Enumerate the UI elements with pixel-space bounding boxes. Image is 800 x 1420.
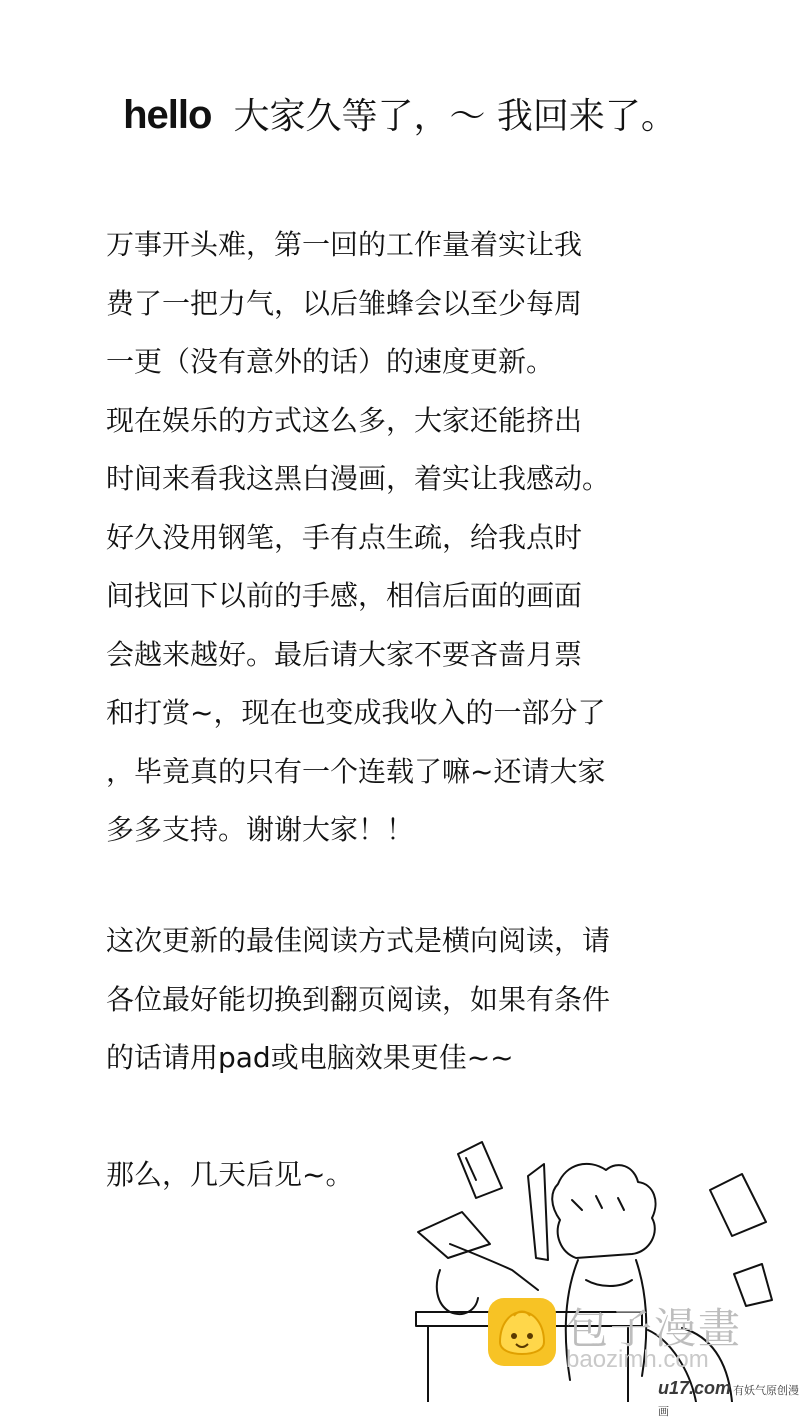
text-line: 各位最好能切换到翻页阅读，如果有条件: [106, 982, 611, 1016]
page-title: [0, 88, 800, 139]
text-line: 好久没用钢笔，手有点生疏，给我点时: [106, 520, 583, 554]
title-text: 大家久等了，～ 我回来了。: [233, 96, 677, 137]
watermark-name: 包子漫畫: [566, 1304, 743, 1353]
baozi-logo: [486, 1296, 558, 1368]
u17-logo-text: u17: [658, 1378, 690, 1398]
paragraph-reading-tip: [106, 912, 726, 1088]
text-line: 多多支持。谢谢大家！！: [106, 813, 415, 846]
text-line: 一更（没有意外的话）的速度更新。: [106, 345, 555, 378]
text-line: 现在娱乐的方式这么多，大家还能挤出: [106, 403, 583, 437]
u17-watermark: [658, 1378, 800, 1420]
text-line: 会越来越好。最后请大家不要吝啬月票: [106, 637, 583, 671]
watermark-url: baozimh.com: [566, 1346, 709, 1373]
text-line: 和打赏~，现在也变成我收入的一部分了: [106, 696, 606, 729]
u17-com: .com: [689, 1378, 732, 1398]
text-line: 的话请用pad或电脑效果更佳~~: [106, 1041, 514, 1074]
text-line: 万事开头难，第一回的工作量着实让我: [106, 228, 583, 261]
paragraph-intro: [106, 216, 726, 860]
title-hello: hello: [123, 93, 212, 137]
u17-slogan: 有妖气原创漫画: [658, 1385, 800, 1418]
text-line: 间找回下以前的手感，相信后面的画面: [106, 579, 583, 612]
text-line: 那么，几天后见~。: [106, 1158, 354, 1191]
text-line: 费了一把力气，以后雏蜂会以至少每周: [106, 286, 583, 320]
text-line: 时间来看我这黑白漫画，着实让我感动。: [106, 462, 611, 495]
text-line: ，毕竟真的只有一个连载了嘛~还请大家: [106, 754, 606, 788]
text-line: 这次更新的最佳阅读方式是横向阅读，请: [106, 924, 611, 957]
